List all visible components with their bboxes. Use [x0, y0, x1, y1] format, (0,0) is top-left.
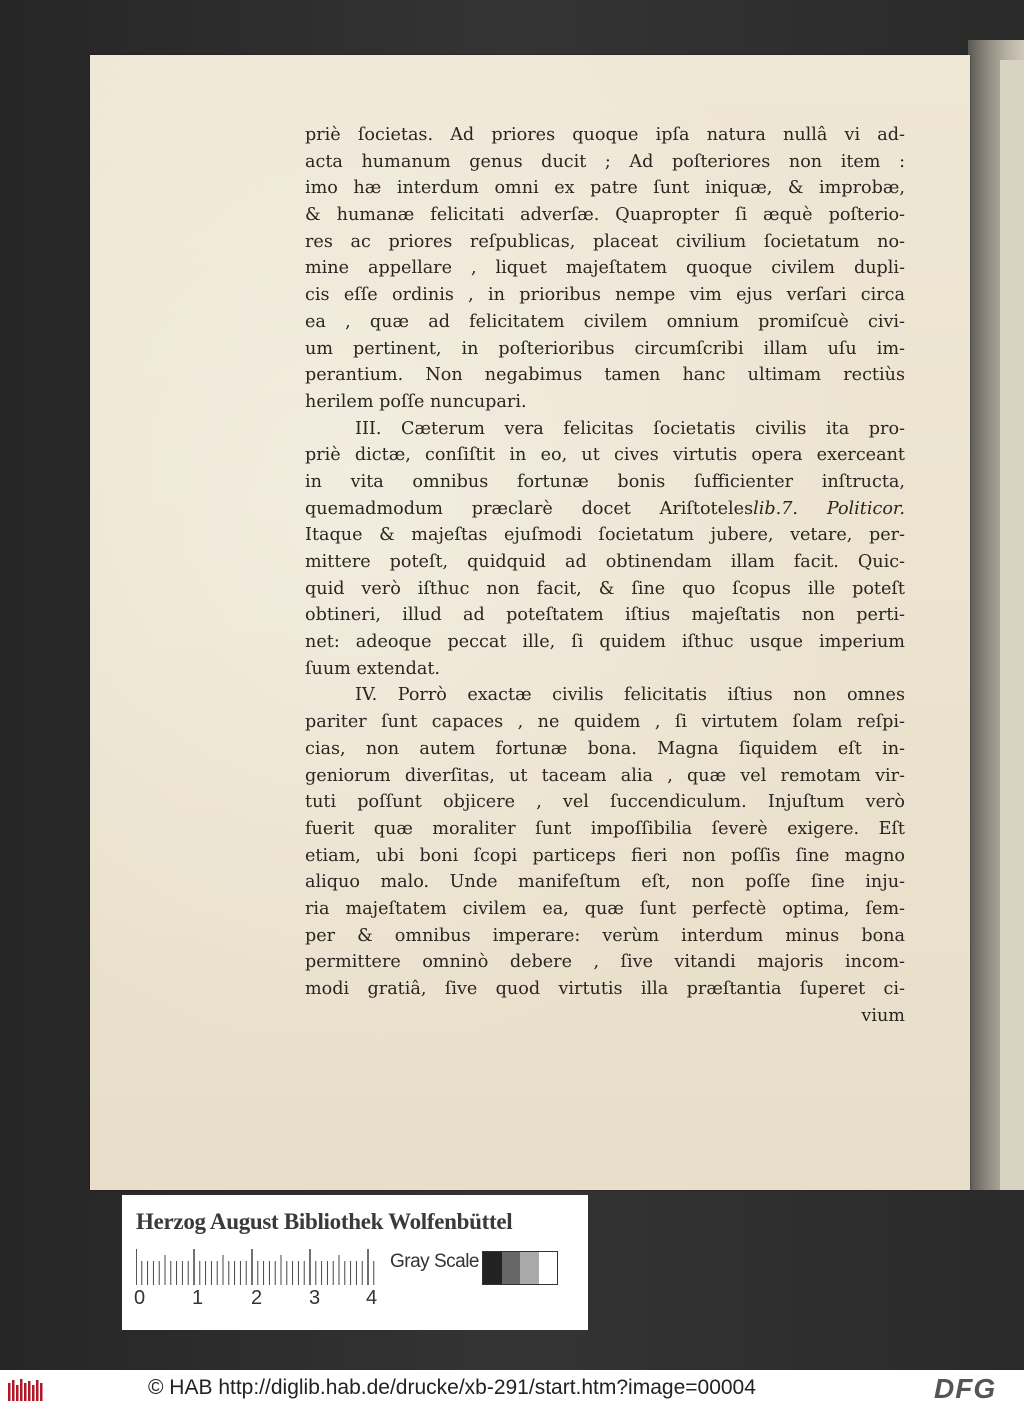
- text-line: imo hæ interdum omni ex patre ſunt iniquæ, & improbæ,: [305, 178, 905, 199]
- text-line: quid verò iſthuc non facit, & ſine quo ſcopus ille poteſt: [305, 578, 905, 599]
- text-line: res ac priores reſpublicas, placeat civilium ſocietatum no-: [305, 231, 905, 252]
- gray-scale-label: Gray Scale: [390, 1251, 479, 1272]
- text-line: geniorum diverſitas, ut taceam alia , quæ vel remotam vir-: [305, 765, 905, 786]
- text-line: ea , quæ ad felicitatem civilem omnium promiſcuè civi-: [305, 311, 905, 332]
- footer-bar: [0, 1370, 1024, 1409]
- text-line: pariter ſunt capaces , ne quidem , ſi virtutem ſolam reſpi-: [305, 712, 905, 733]
- library-label: [122, 1195, 588, 1330]
- paragraph-start: III. Cæterum vera felicitas ſocietatis civilis ita pro-: [355, 418, 905, 439]
- ruler-number: 0: [134, 1287, 146, 1309]
- source-url[interactable]: © HAB http://diglib.hab.de/drucke/xb-291/start.htm?image=00004: [148, 1376, 756, 1399]
- text-line: cias, non autem fortunæ bona. Magna ſiquidem eſt in-: [305, 738, 905, 759]
- citation: lib.7. Politicor.: [753, 498, 906, 519]
- text-line: priè ſocietas. Ad priores quoque ipſa natura nullâ vi ad-: [305, 125, 905, 145]
- ruler-number: 3: [309, 1287, 321, 1309]
- gray-swatch: [502, 1252, 521, 1284]
- catchword: vium: [861, 1005, 905, 1026]
- gray-swatch: [483, 1252, 502, 1284]
- text-line: tuti poſſunt objicere , vel ſuccendiculum. Injuſtum verò: [305, 792, 905, 813]
- text-line: modi gratiâ, ſive quod virtutis illa præſtantia ſuperet ci-: [305, 979, 905, 999]
- gray-scale-chart: [482, 1251, 558, 1285]
- text-line: um pertinent, in poſterioribus circumſcribi illam uſu im-: [305, 338, 905, 359]
- ruler-scale: [136, 1247, 386, 1287]
- text-line: herilem poſſe nuncupari.: [305, 391, 527, 412]
- book-edge-light: [1000, 60, 1024, 1190]
- text-line: obtineri, illud ad poteſtatem iſtius majeſtatis non perti-: [305, 605, 905, 626]
- dfg-logo: DFG: [934, 1373, 997, 1404]
- hab-logo-icon: [8, 1377, 46, 1403]
- text-line: fuerit quæ moraliter ſunt impoſſibilia ſeverè exigere. Eſt: [305, 818, 905, 839]
- text-line: Itaque & majeſtas ejuſmodi ſocietatum jubere, vetare, per-: [305, 525, 905, 546]
- ruler-number: 4: [366, 1287, 378, 1309]
- text-line: per & omnibus imperare: verùm interdum minus bona: [305, 925, 905, 946]
- text-line: etiam, ubi boni ſcopi particeps fieri non poſſis ſine magno: [305, 845, 905, 866]
- library-name: Herzog August Bibliothek Wolfenbüttel: [136, 1209, 513, 1234]
- text-line: mine appellare , liquet majeſtatem quoque civilem dupli-: [305, 258, 905, 279]
- text-line: perantium. Non negabimus tamen hanc ultimam rectiùs: [305, 365, 905, 386]
- text-line: & humanæ felicitati adverſæ. Quapropter ſi æquè poſterio-: [305, 205, 905, 226]
- text-segment: quemadmodum præclarè docet Ariſtoteles: [305, 498, 754, 519]
- text-line: acta humanum genus ducit ; Ad poſteriores non item :: [305, 151, 905, 172]
- text-line: ſuum extendat.: [305, 658, 441, 679]
- paragraph-start: IV. Porrò exactæ civilis felicitatis iſtius non omnes: [355, 685, 905, 706]
- text-line: aliquo malo. Unde manifeſtum eſt, non poſſe ſine inju-: [305, 872, 905, 893]
- text-line: net: adeoque peccat ille, ſi quidem iſthuc usque imperium: [305, 632, 905, 653]
- text-line: [305, 496, 905, 523]
- text-line: permittere omninò debere , ſive vitandi majoris incom-: [305, 952, 905, 973]
- page-text: [305, 122, 905, 1029]
- text-line: priè dictæ, conſiſtit in eo, ut cives virtutis opera exerceant: [305, 445, 905, 466]
- text-line: ria majeſtatem civilem ea, quæ ſunt perfectè optima, ſem-: [305, 898, 905, 919]
- gray-swatch: [539, 1252, 558, 1284]
- ruler-number: 2: [251, 1287, 263, 1309]
- ruler-number: 1: [192, 1287, 204, 1309]
- text-line: cis eſſe ordinis , in prioribus nempe vim ejus verſari circa: [305, 285, 905, 306]
- text-line: in vita omnibus fortunæ bonis ſufficienter inſtructa,: [305, 471, 905, 492]
- text-line: mittere poteſt, quidquid ad obtinendam illam facit. Quic-: [305, 552, 905, 572]
- gray-swatch: [520, 1252, 539, 1284]
